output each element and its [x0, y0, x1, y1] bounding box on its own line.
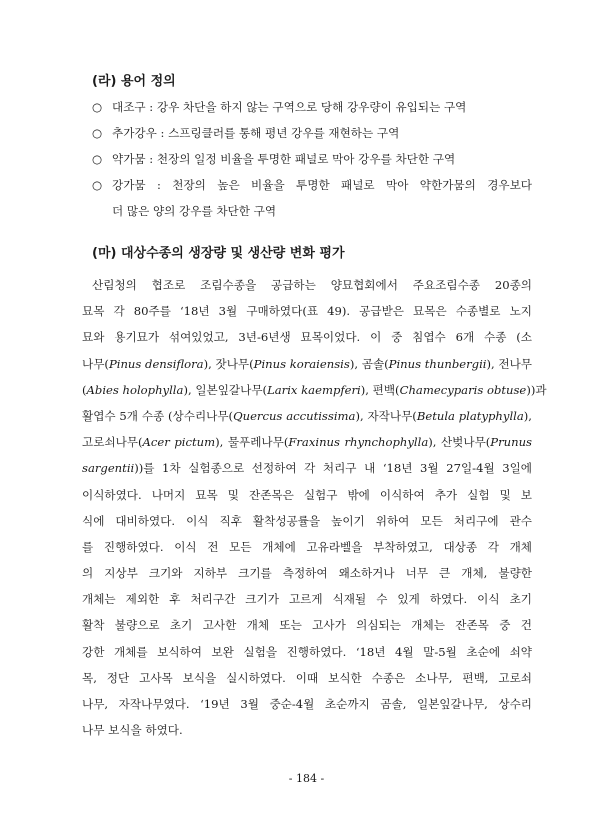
- text-run: 나무(: [82, 356, 109, 371]
- text-run: (: [82, 382, 87, 397]
- scientific-name: Pinus thunbergii: [388, 356, 487, 371]
- text-run: 산림청의 협조로 조림수종을 공급하는 양묘협회에서 주요조림수종 20종의: [92, 278, 532, 292]
- paragraph-line: [82, 455, 532, 481]
- text-run: 를 진행하였다. 이식 전 모든 개체에 고유라벨을 부착하였고, 대상종 각 개체: [82, 539, 532, 554]
- paragraph-line: [82, 351, 532, 377]
- scientific-name: Quercus accutissima: [233, 408, 356, 423]
- paragraph-line: [82, 377, 547, 403]
- text-run: ))를 1차 실험종으로 선정하여 각 처리구 내 ‘18년 3월 27일-4월 3일에: [134, 461, 532, 476]
- bullet-circle-icon: ○: [92, 178, 103, 192]
- paragraph-line: [82, 429, 532, 455]
- definition-item: [92, 146, 532, 172]
- text-run: 개체는 제외한 후 처리구간 크기가 고르게 식재될 수 있게 하였다. 이식 초기: [82, 592, 532, 607]
- text-run: 나무, 자작나무였다. ‘19년 3월 중순-4월 초순까지 곰솔, 일본잎갈나무, 상수리: [82, 697, 532, 711]
- text-run: 의 지상부 크기와 지하부 크기를 측정하여 왜소하거나 너무 큰 개체, 불량한: [82, 566, 532, 581]
- paragraph-line: [82, 298, 532, 324]
- paragraph-line: [82, 665, 532, 691]
- paragraph-line: [82, 612, 532, 638]
- text-run: ), 자작나무(: [355, 408, 417, 423]
- page-number: - 184 -: [288, 772, 325, 785]
- text-run: ), 물푸레나무(: [215, 435, 289, 450]
- definition-item: [92, 172, 532, 224]
- scientific-name: Abies holophylla: [86, 382, 184, 397]
- text-run: ), 전나무: [486, 356, 532, 371]
- definition-text: 대조구 : 강우 차단을 하지 않는 구역으로 당해 강우량이 유입되는 구역: [112, 100, 467, 114]
- text-run: 강한 개체를 보식하여 보완 실험을 진행하였다. ‘18년 4월 말-5월 초순에 쇠약: [82, 644, 532, 659]
- text-run: ), 편백(: [360, 382, 400, 397]
- definition-item: [92, 120, 532, 146]
- text-run: 식에 대비하였다. 이식 직후 활착성공률을 높이기 위하여 모든 처리구에 관수: [82, 513, 532, 528]
- scientific-name: Pinus densiflora: [108, 356, 204, 371]
- paragraph-line: [82, 560, 532, 586]
- text-run: ), 잣나무(: [203, 356, 254, 371]
- paragraph-line: [82, 508, 532, 534]
- bullet-circle-icon: ○: [92, 126, 103, 140]
- body-paragraph: [82, 272, 547, 743]
- text-run: 고로쇠나무(: [82, 435, 143, 450]
- definition-text: 추가강우 : 스프링클러를 통해 평년 강우를 재현하는 구역: [112, 126, 400, 140]
- text-run: 묘목 각 80주를 ‘18년 3월 구매하였다(표 49). 공급받은 묘목은 수종별로 노지: [82, 304, 532, 319]
- bullet-circle-icon: ○: [92, 152, 103, 166]
- section-heading-growth-evaluation: (마) 대상수종의 생장량 및 생산량 변화 평가: [92, 246, 345, 261]
- definition-list: [92, 94, 532, 224]
- scientific-name: Fraxinus rhynchophylla: [288, 435, 429, 450]
- scientific-name: Prunus: [490, 435, 532, 450]
- definition-text: 약가뭄 : 천장의 일정 비율을 투명한 패널로 막아 강우를 차단한 구역: [112, 152, 456, 166]
- definition-text: 강가뭄 : 천장의 높은 비율을 투명한 패널로 막아 약한가뭄의 경우보다: [112, 178, 532, 192]
- definition-text: 더 많은 양의 강우를 차단한 구역: [112, 204, 277, 218]
- text-run: 목, 정단 고사목 보식을 실시하였다. 이때 보식한 수종은 소나무, 편백, 고로쇠: [82, 670, 532, 685]
- text-run: ))과: [526, 382, 547, 397]
- paragraph-line: [82, 324, 532, 350]
- paragraph-line: [82, 272, 532, 298]
- scientific-name: Acer pictum: [142, 435, 216, 450]
- scientific-name: Pinus koraiensis: [253, 356, 350, 371]
- scientific-name: Chamecyparis obtuse: [399, 382, 527, 397]
- paragraph-line: [82, 534, 532, 560]
- bullet-circle-icon: ○: [92, 100, 103, 114]
- scientific-name: Larix kaempferi: [267, 382, 361, 397]
- scientific-name: sargentii: [82, 461, 135, 476]
- paragraph-line: [82, 639, 532, 665]
- text-run: 나무 보식을 하였다.: [82, 723, 183, 738]
- section-heading-definitions: (라) 용어 정의: [92, 74, 176, 89]
- paragraph-line: [82, 482, 532, 508]
- paragraph-line: [82, 691, 532, 717]
- text-run: 묘와 용기묘가 섞여있었고, 3년-6년생 묘목이었다. 이 중 침엽수 6개 수종 (소: [82, 330, 532, 345]
- paragraph-line: [82, 717, 532, 743]
- scientific-name: Betula platyphylla: [416, 408, 524, 423]
- text-run: ), 곰솔(: [349, 356, 389, 371]
- paragraph-line: [82, 586, 532, 612]
- paragraph-line: [82, 403, 532, 429]
- text-run: 활착 불량으로 초기 고사한 개체 또는 고사가 의심되는 개체는 잔존목 중 건: [82, 618, 532, 633]
- definition-item: [92, 94, 532, 120]
- text-run: ), 일본잎갈나무(: [183, 382, 268, 397]
- text-run: ), 산벚나무(: [428, 435, 491, 450]
- text-run: 이식하였다. 나머지 묘목 및 잔존목은 실험구 밖에 이식하여 추가 실험 및 보: [82, 487, 532, 502]
- text-run: ),: [523, 408, 532, 423]
- text-run: 활엽수 5개 수종 (상수리나무(: [82, 408, 234, 423]
